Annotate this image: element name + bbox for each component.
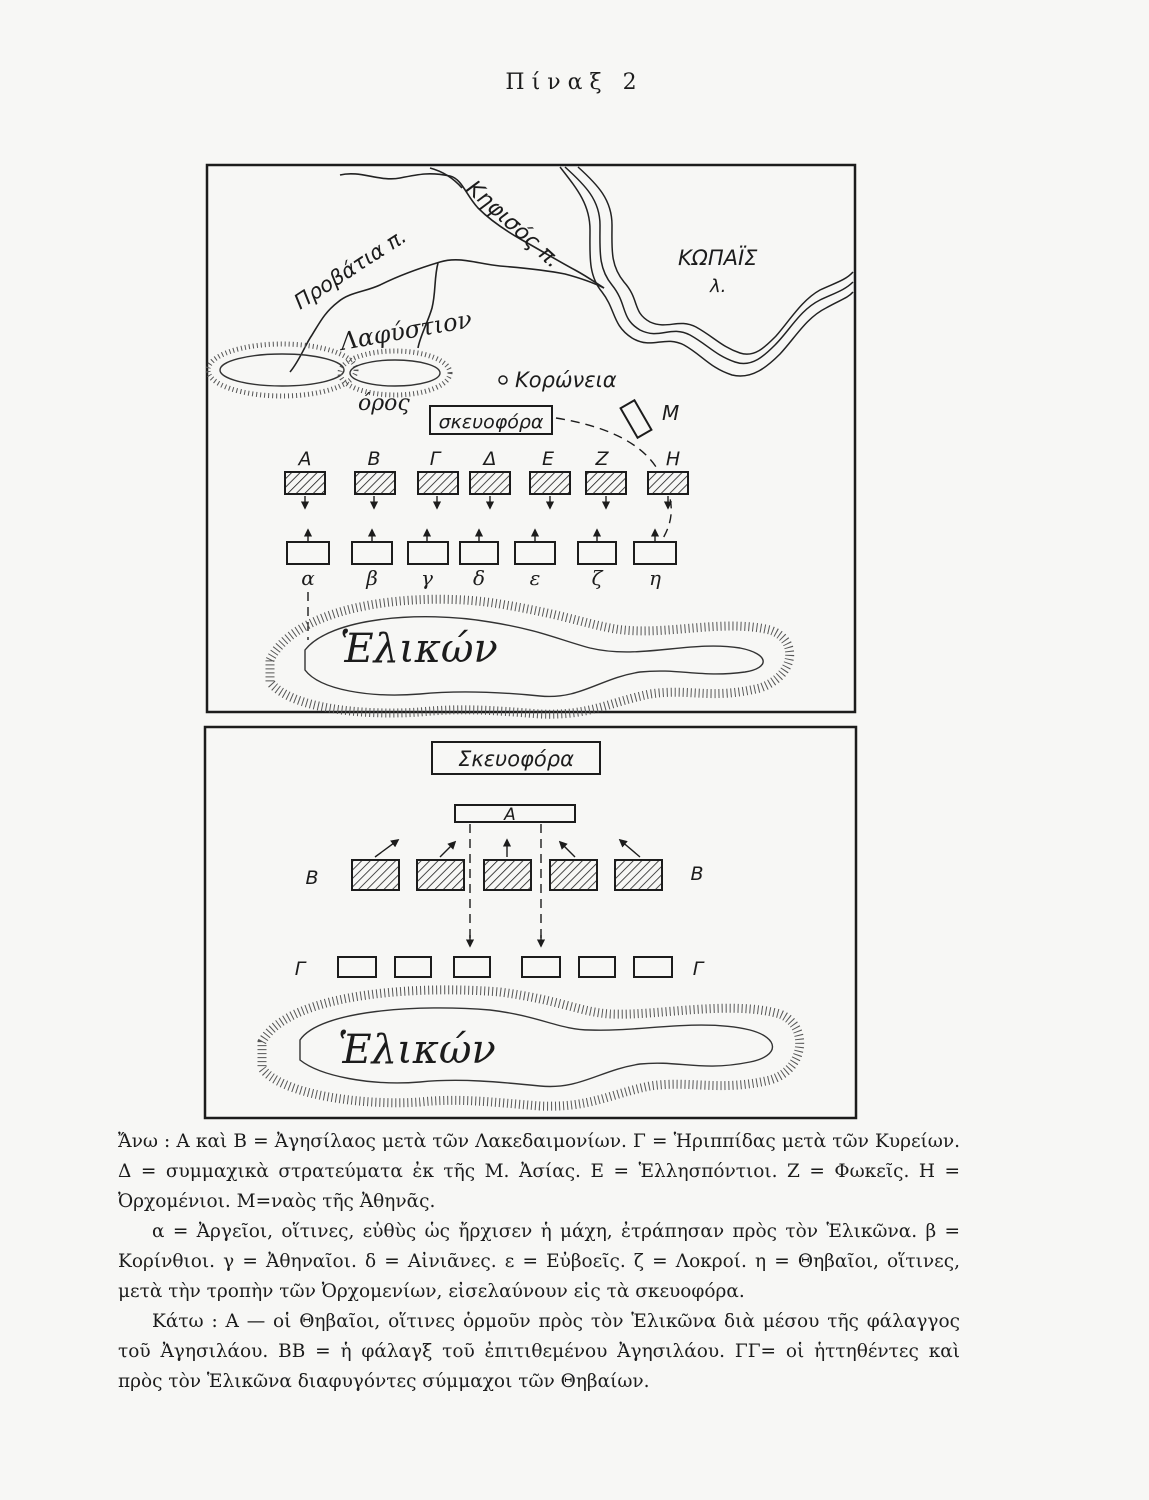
- letter-H: Η: [665, 448, 681, 470]
- letter-zeta: ζ: [591, 566, 603, 590]
- caption-upper: Ἄνω : Α καὶ Β = Ἀγησίλαος μετὰ τῶν Λακεδαιμονίων. Γ = Ἡριππίδας μετὰ τῶν Κυρείων. Δ = συμμαχικὰ στρατεύματα ἐκ τῆς Μ. Ἀσίας. Ε = Ἑλλησπόντιοι. Ζ = Φωκεῖς. Η = Ὀρχομένιοι. Μ=ναὸς τῆς Ἀθηνᾶς.: [118, 1131, 960, 1212]
- plate-caption: [118, 1127, 960, 1397]
- unit-gamma: [408, 542, 448, 564]
- spartan-phalanx-lower: [352, 860, 662, 890]
- fugitives-left-label: Γ: [294, 958, 306, 980]
- defeated-allies-lower: [338, 957, 672, 977]
- caption-lower: Κάτω : Α — οἱ Θηβαῖοι, οἵτινες ὁρμοῦν πρὸς τὸν Ἑλικῶνα διὰ μέσου τῆς φάλαγγος τοῦ Ἀγησιλάου. ΒΒ = ἡ φάλαγξ τοῦ ἐπιτιθεμένου Ἀγησιλάου. ΓΓ= οἱ ἡττηθέντες καὶ πρὸς τὸν Ἑλικῶνα διαφυγόντες σύμμαχοι τῶν Θηβαίων.: [118, 1311, 960, 1392]
- plate-title: Πίναξ 2: [505, 70, 644, 95]
- letter-beta: β: [366, 566, 378, 590]
- allied-letters: [301, 566, 661, 590]
- temple-m: [621, 400, 652, 437]
- ally-unit-1: [338, 957, 376, 977]
- koroneia-label: Κορώνεια: [515, 368, 617, 392]
- unit-D: [470, 472, 510, 494]
- ally-unit-4: [522, 957, 560, 977]
- kopais-abbr: λ.: [710, 276, 727, 297]
- letter-eta: η: [649, 566, 661, 590]
- letter-D: Δ: [483, 448, 497, 470]
- phalanx-unit-2: [417, 860, 464, 890]
- unit-E: [530, 472, 570, 494]
- thebans-label: Α: [504, 805, 516, 825]
- unit-alpha: [287, 542, 329, 564]
- unit-A: [285, 472, 325, 494]
- letter-alpha: α: [301, 566, 315, 590]
- unit-zeta: [578, 542, 616, 564]
- letter-delta: δ: [472, 566, 486, 590]
- unit-delta: [460, 542, 498, 564]
- letter-B: Β: [367, 448, 381, 470]
- temple-label: Μ: [662, 401, 680, 425]
- provatia-label: Προβάτια π.: [289, 223, 411, 315]
- letter-gamma: γ: [421, 566, 433, 590]
- phalanx-arrows: [375, 840, 640, 857]
- allied-units-upper: [287, 542, 676, 564]
- ally-unit-5: [579, 957, 615, 977]
- advance-arrows-upper: [305, 496, 668, 542]
- kephisos-label: Κηφισός π.: [460, 175, 566, 274]
- koroneia-marker: [499, 376, 507, 384]
- phalanx-left-label: Β: [305, 867, 319, 889]
- helicon-label-upper: Ἑλικών: [340, 626, 498, 672]
- phalanx-right-label: Β: [690, 863, 704, 885]
- letter-G: Γ: [429, 448, 441, 470]
- helicon-label-lower: Ἑλικών: [338, 1027, 496, 1073]
- laphystion-label: Λαφύστιον: [338, 305, 475, 356]
- kopais-label: ΚΩΠΑΪΣ: [678, 246, 758, 270]
- letter-A: Α: [298, 448, 312, 470]
- letter-E: Ε: [541, 448, 555, 470]
- laphystion-mountain: [208, 344, 450, 396]
- unit-Z: [586, 472, 626, 494]
- letter-epsilon: ε: [529, 566, 541, 590]
- baggage-label-upper: σκευοφόρα: [438, 411, 544, 433]
- unit-H: [648, 472, 688, 494]
- oros-label: όρος: [358, 391, 410, 416]
- kephisos-tributary: [430, 168, 462, 188]
- ally-unit-6: [634, 957, 672, 977]
- phalanx-unit-5: [615, 860, 662, 890]
- letter-Z: Ζ: [595, 448, 609, 470]
- baggage-label-lower: Σκευοφόρα: [458, 747, 574, 771]
- ally-unit-2: [395, 957, 431, 977]
- ally-unit-3: [454, 957, 490, 977]
- spartan-units-upper: [285, 472, 688, 494]
- caption-allies: α = Ἀργεῖοι, οἵτινες, εὐθὺς ὡς ἤρχισεν ἡ μάχη, ἐτράπησαν πρὸς τὸν Ἑλικῶνα. β = Κορίνθιοι. γ = Ἀθηναῖοι. δ = Αἰνιᾶνες. ε = Εὐβοεῖς. ζ = Λοκροί. η = Θηβαῖοι, οἵτινες, μετὰ τὴν τροπὴν τῶν Ὀρχομενίων, εἰσελαύνουν εἰς τὰ σκευοφόρα.: [118, 1221, 960, 1302]
- phalanx-unit-1: [352, 860, 399, 890]
- kopais-lake-shore: [560, 167, 853, 376]
- spartan-letters: [297, 448, 681, 470]
- unit-eta: [634, 542, 676, 564]
- unit-G: [418, 472, 458, 494]
- phalanx-unit-3: [484, 860, 531, 890]
- unit-B: [355, 472, 395, 494]
- fugitives-right-label: Γ: [692, 958, 704, 980]
- unit-epsilon: [515, 542, 555, 564]
- phalanx-unit-4: [550, 860, 597, 890]
- unit-beta: [352, 542, 392, 564]
